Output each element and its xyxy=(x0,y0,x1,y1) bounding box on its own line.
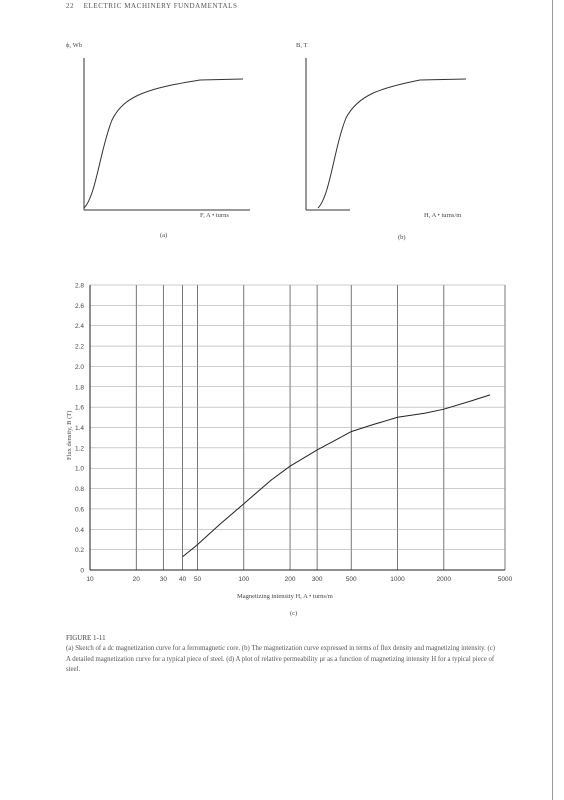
y-tick-label: 0.6 xyxy=(74,506,84,514)
y-tick-label: 2.8 xyxy=(74,282,84,290)
panel-b-tag: (b) xyxy=(398,234,406,241)
panel-b-y-label: B, T xyxy=(296,42,308,49)
y-tick-label: 0 xyxy=(80,567,84,575)
panel-a-tag: (a) xyxy=(160,232,168,239)
chart-y-label: Flux density, B (T) xyxy=(66,410,73,460)
y-tick-label: 0.2 xyxy=(74,547,84,555)
figure-label: FIGURE 1-11 xyxy=(66,634,106,642)
figure-caption: (a) Sketch of a dc magnetization curve for a ferromagnetic core. (b) The magnetization curve expressed in terms of flux density and magnetizing intensity. (c) A detailed magnetization curve for a typical piece of steel. (d) A plot of relative permeability μr as a function of magnetizing intensity H for a typical piece of steel. xyxy=(66,645,495,673)
panel-b-x-label: H, A • turns/m xyxy=(424,212,462,219)
x-tick-label: 200 xyxy=(284,576,296,583)
running-title: ELECTRIC MACHINERY FUNDAMENTALS xyxy=(83,2,238,10)
chart-x-label: Magnetizing intensity H, A • turns/m xyxy=(237,593,333,600)
x-tick-label: 30 xyxy=(159,576,167,583)
page-number: 22 xyxy=(66,2,75,10)
y-tick-label: 1.2 xyxy=(74,445,84,453)
x-tick-label: 100 xyxy=(238,576,250,583)
y-tick-label: 1.6 xyxy=(74,404,84,412)
x-tick-label: 40 xyxy=(178,576,187,583)
x-tick-label: 5000 xyxy=(497,576,513,583)
y-tick-label: 2.4 xyxy=(74,323,84,331)
y-tick-label: 2.6 xyxy=(74,302,84,310)
y-tick-label: 1.4 xyxy=(74,425,84,432)
chart-tag: (c) xyxy=(290,610,298,617)
x-tick-label: 10 xyxy=(86,576,94,583)
y-tick-label: 0.4 xyxy=(74,526,84,534)
y-tick-label: 2.2 xyxy=(74,343,84,351)
y-tick-label: 0.8 xyxy=(74,486,84,494)
page-edge-line xyxy=(552,0,553,800)
x-tick-label: 2000 xyxy=(436,576,452,583)
x-tick-label: 20 xyxy=(132,576,140,583)
x-tick-label: 500 xyxy=(345,576,357,583)
y-tick-label: 1.8 xyxy=(74,384,84,392)
y-tick-label: 2.0 xyxy=(74,363,84,371)
x-tick-label: 300 xyxy=(311,576,323,583)
x-tick-label: 1000 xyxy=(390,576,405,583)
panel-a-y-label: ϕ, Wb xyxy=(66,42,83,49)
panel-a-x-label: F, A • turns xyxy=(200,212,229,219)
y-tick-label: 1.0 xyxy=(74,465,84,473)
x-tick-label: 50 xyxy=(193,576,202,583)
